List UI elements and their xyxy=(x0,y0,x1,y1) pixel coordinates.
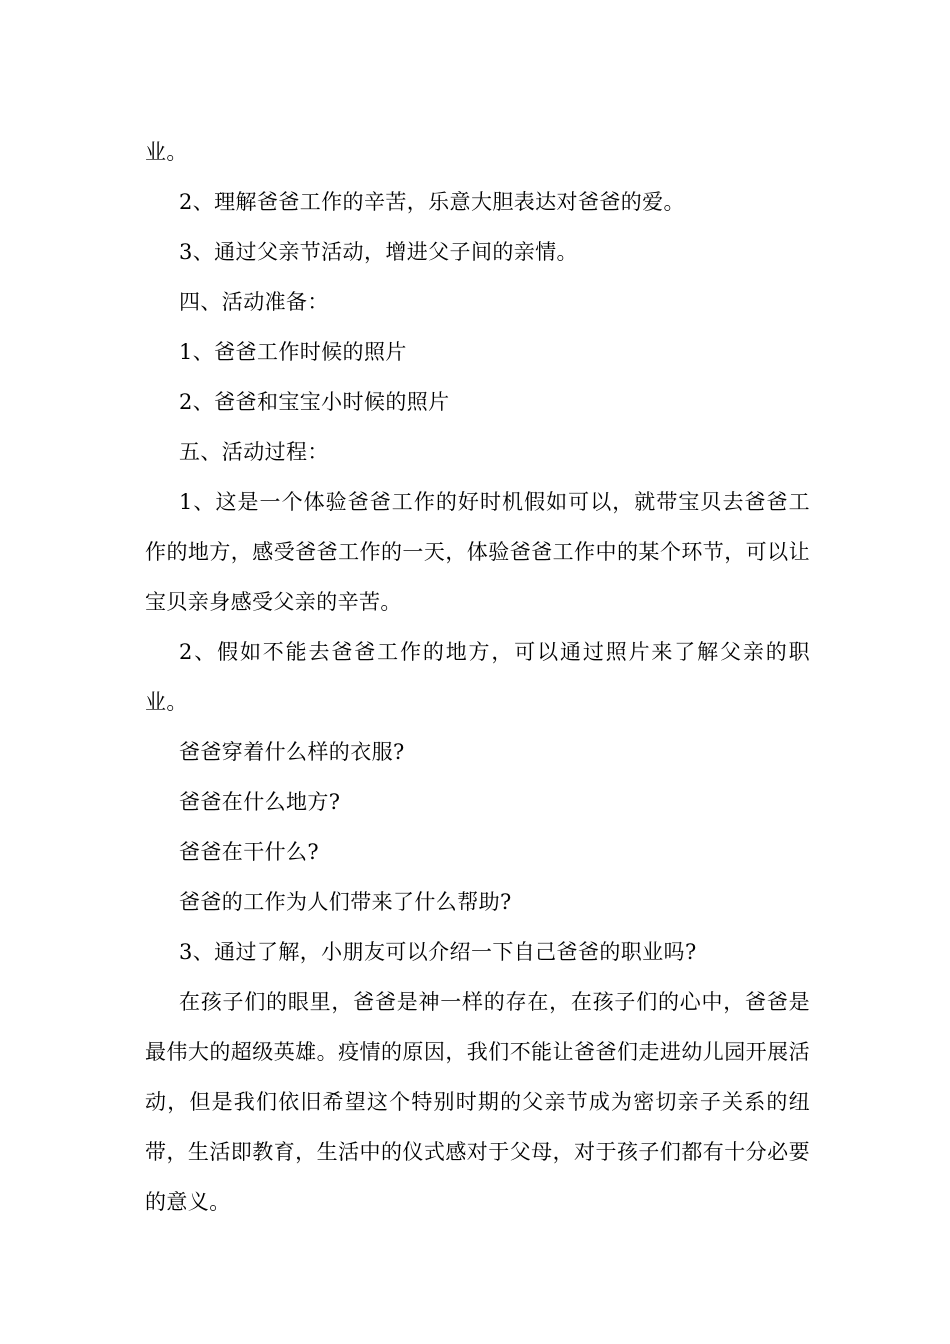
document-body xyxy=(145,127,810,1227)
paragraph-goal-3: 3、通过父亲节活动，增进父子间的亲情。 xyxy=(179,240,578,264)
question-doing: 爸爸在干什么? xyxy=(179,840,320,864)
question-place: 爸爸在什么地方? xyxy=(179,790,341,814)
paragraph-prep-2: 2、爸爸和宝宝小时候的照片 xyxy=(179,390,450,414)
paragraph-goal-2: 2、理解爸爸工作的辛苦，乐意大胆表达对爸爸的爱。 xyxy=(179,190,685,214)
paragraph-process-1: 1、这是一个体验爸爸工作的好时机假如可以，就带宝贝去爸爸工作的地方，感受爸爸工作的一天，体验爸爸工作中的某个环节，可以让宝贝亲身感受父亲的辛苦。 xyxy=(145,490,810,614)
paragraph-closing: 在孩子们的眼里，爸爸是神一样的存在，在孩子们的心中，爸爸是最伟大的超级英雄。疫情的原因，我们不能让爸爸们走进幼儿园开展活动，但是我们依旧希望这个特别时期的父亲节成为密切亲子关系的纽带，生活即教育，生活中的仪式感对于父母，对于孩子们都有十分必要的意义。 xyxy=(145,990,810,1214)
paragraph-process-3: 3、通过了解，小朋友可以介绍一下自己爸爸的职业吗? xyxy=(179,940,697,964)
question-help: 爸爸的工作为人们带来了什么帮助? xyxy=(179,890,512,914)
section-heading-process: 五、活动过程： xyxy=(179,440,329,464)
paragraph-process-2: 2、假如不能去爸爸工作的地方，可以通过照片来了解父亲的职业。 xyxy=(145,640,810,714)
question-clothes: 爸爸穿着什么样的衣服? xyxy=(179,740,405,764)
section-heading-preparation: 四、活动准备： xyxy=(179,290,329,314)
paragraph-continuation: 业。 xyxy=(145,140,188,164)
paragraph-prep-1: 1、爸爸工作时候的照片 xyxy=(179,340,407,364)
